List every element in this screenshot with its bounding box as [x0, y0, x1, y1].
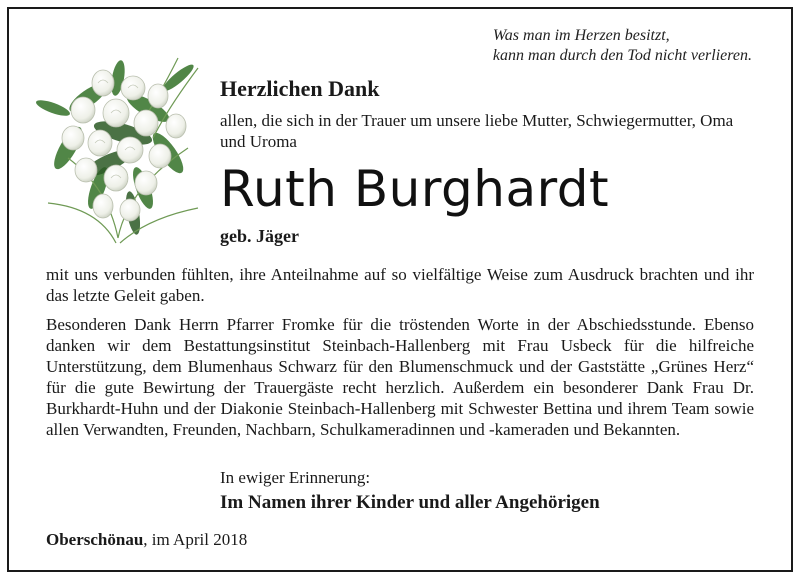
epigraph-quote [493, 26, 752, 66]
paragraph-special-thanks: Besonderen Dank Herrn Pfarrer Fromke für die tröstenden Worte in der Abschiedsstunde. Ebenso danken wir dem Bestattungsinstitut Steinbach-Hallenberg mit Frau Usbeck für die hilfreiche Unterstützung, dem Blumenhaus Schwarz für den Blumenschmuck und der Gaststätte „Grünes Herz“ für die gute Bewirtung der Trauergäste recht herzlich. Außerdem ein besonderer Dank Frau Dr. Burkhardt-Huhn und der Diakonie Steinbach-Hallenberg mit Schwester Bettina und ihrem Team sowie allen Verwandten, Freunden, Nachbarn, Schulkameradinnen und -kameraden und Bekannten. [46, 315, 754, 439]
place-name: Oberschönau [46, 530, 144, 549]
memory-line: In ewiger Erinnerung: [220, 468, 371, 487]
maiden-name: geb. Jäger [220, 226, 299, 246]
intro-text: allen, die sich in der Trauer um unsere liebe Mutter, Schwiegermutter, Oma und Uroma [220, 111, 734, 151]
white-rose-bouquet-icon [28, 38, 208, 248]
heading-thanks: Herzlichen Dank [220, 76, 380, 101]
paragraph-condolence: mit uns verbunden fühlten, ihre Anteilnahme auf so vielfältige Weise zum Ausdruck brachten und ihr das letzte Geleit gaben. [46, 265, 754, 305]
deceased-name: Ruth Burghardt [220, 160, 610, 218]
date-text: , im April 2018 [143, 530, 248, 549]
quote-line-1: Was man im Herzen besitzt, [492, 27, 670, 44]
place-date [46, 530, 247, 550]
family-signature: Im Namen ihrer Kinder und aller Angehörigen [220, 492, 600, 513]
quote-line-2: kann man durch den Tod nicht verlieren. [492, 47, 752, 64]
